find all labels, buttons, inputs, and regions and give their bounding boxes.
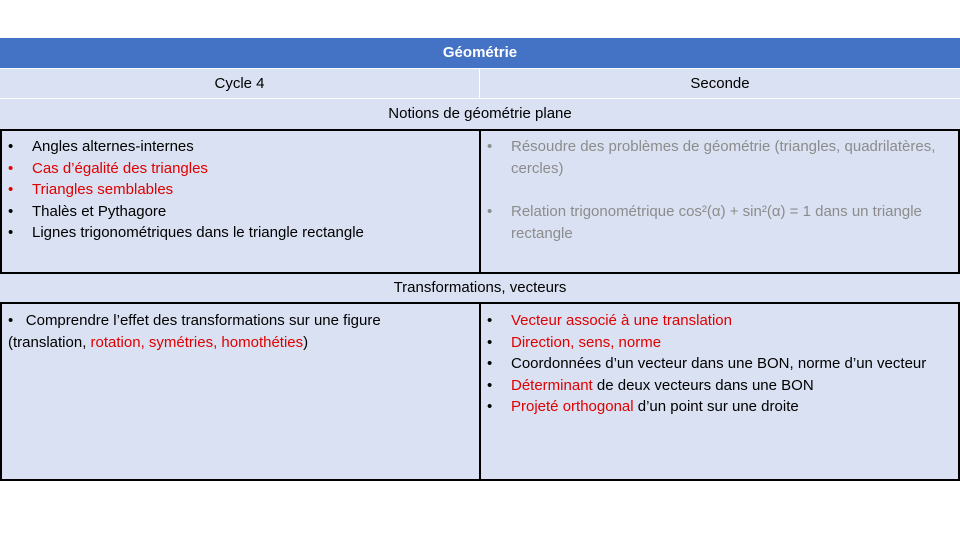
list-item: • Vecteur associé à une translation	[481, 310, 948, 332]
list-item: • Déterminant de deux vecteurs dans une BON	[481, 375, 948, 397]
objective-text: Comprendre l’effet des transformations sur une figure	[25, 312, 381, 329]
list-item: • Cas d’égalité des triangles	[2, 158, 479, 180]
list-item: • Coordonnées d’un vecteur dans une BON, norme d’un vecteur	[481, 353, 948, 375]
list-item: • Résoudre des problèmes de géométrie (triangles, quadrilatères, cercles)	[481, 136, 948, 179]
cycle4-notions-list	[2, 136, 479, 244]
list-item: • Angles alternes-internes	[2, 136, 479, 158]
list-item: • Triangles semblables	[2, 179, 479, 201]
list-item: • Relation trigonométrique cos²(α) + sin²(α) = 1 dans un triangle rectangle	[481, 201, 948, 244]
seconde-notions-list	[481, 136, 948, 244]
column-header-cycle-4: Cycle 4	[0, 68, 480, 98]
list-item: • Thalès et Pythagore	[2, 201, 479, 223]
list-item: • Projeté orthogonal d’un point sur une droite	[481, 396, 948, 418]
section-heading-transformations: Transformations, vecteurs	[0, 274, 960, 302]
objective-paren-open: (translation,	[8, 333, 91, 351]
table-title: Géométrie	[0, 38, 960, 68]
seconde-vectors-list	[481, 310, 948, 418]
section2-seconde-cell	[479, 302, 960, 481]
transformations-objective: • Comprendre l’effet des transformations sur une figure (translation, rotation, symétries, homothéties)	[8, 312, 381, 351]
section2-cycle4-cell	[0, 302, 481, 481]
section1-seconde-cell	[479, 129, 960, 274]
objective-paren-close: )	[303, 333, 309, 351]
list-item: • Lignes trigonométriques dans le triangle rectangle	[2, 222, 479, 244]
list-item: • Direction, sens, norme	[481, 332, 948, 354]
section1-cycle4-cell	[0, 129, 481, 274]
column-header-seconde: Seconde	[480, 68, 960, 98]
objective-highlight: rotation, symétries, homothéties	[90, 333, 304, 351]
section-heading-geometrie-plane: Notions de géométrie plane	[0, 98, 960, 129]
